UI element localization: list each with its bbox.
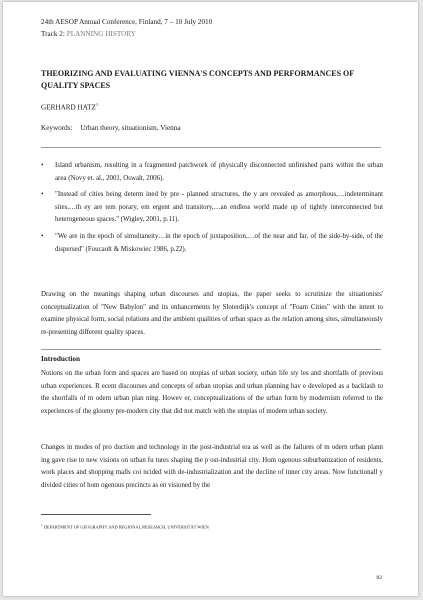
- bullet-icon: •: [41, 162, 44, 169]
- abstract-paragraph: Drawing on the meanings shaping urban discourses and utopias, the paper seeks to scrutinize the situationists' conceptualization of "New Babylon" and its enhancements by Sloterdijk's concept of "Foam Cities" with the intent to examine physical form, social relations and the ambient qualities of urban space as the relation among sites, simultaneously re-presenting different quality spaces.: [41, 291, 383, 336]
- list-item-text: "Instead of cities being determ ined by pre - planned structures, the y are revealed as amorphous,…indeterminant sites,…th ey are tem porary, em ergent and transitory,…an endless world made up of tightly interconnected but heterogeneous spaces." (Wigley, 2001, p.11).: [55, 191, 383, 224]
- bullet-icon: •: [41, 232, 44, 240]
- author-name: GERHARD HATZ: [41, 103, 96, 112]
- footnote: [41, 522, 381, 530]
- paper-title: THEORIZING AND EVALUATING VIENNA'S CONCEPTS AND PERFORMANCES OF QUALITY SPACES: [41, 69, 354, 90]
- body-paragraph: Changes in modes of pro duction and technology in the post-industrial era as well as the failures of m odern urban plann ing gave rise to new visions on urban fu tures shaping the p ost-industrial city. Hom ogenous suburbanization of residents, work places and shopping malls coi ncided with de-industrialization and the decline of inner city areas. Now functionall y divided cities of hom ogenous precincts as en visioned by the: [41, 444, 383, 489]
- bullet-icon: •: [41, 191, 44, 199]
- page-header: [41, 16, 381, 40]
- author-line: [41, 100, 98, 112]
- footnote-mark: 1: [41, 523, 43, 527]
- divider: [41, 147, 381, 148]
- keywords-label: Keywords:: [41, 124, 73, 132]
- divider: [41, 349, 381, 350]
- list-item: [41, 231, 383, 256]
- list-item-text: "We are in the epoch of simultaneity…in the epoch of juxtaposition,…of the near and far, of the side-by-side, of the dispersed" (Foucault & Miskowiec 1986, p.22).: [55, 232, 383, 253]
- page-number: 82: [376, 575, 382, 581]
- list-item: [41, 189, 383, 227]
- track-prefix: Track 2:: [41, 30, 67, 38]
- track-name: PLANNING HISTORY: [66, 30, 136, 38]
- list-item-text: Island urbanism, resulting in a fragmented patchwork of physically disconnected unfinished parts within the urban area (Novy et. al., 2001, Oswalt, 2006).: [55, 162, 383, 182]
- section-heading: Introduction: [41, 355, 81, 363]
- list-item: [41, 160, 383, 185]
- keywords-value: Urban theory, situationism, Vienna: [80, 124, 181, 132]
- bullet-list: [41, 160, 383, 260]
- author-footnote-mark[interactable]: 1: [95, 102, 99, 107]
- footnote-divider: [41, 514, 151, 515]
- document-page: [3, 2, 418, 596]
- footnote-text: DEPARTMENT OF GEOGRAPHY AND REGIONAL RESEARCH, UNIVERSITÄT WIEN: [43, 524, 209, 530]
- conference-line: 24th AESOP Annual Conference, Finland, 7 – 10 July 2010: [41, 18, 213, 26]
- keywords-line: [41, 123, 181, 133]
- track-line: [41, 28, 381, 40]
- body-paragraph: Notions on the urban form and spaces are based on utopias of urban society, urban life sty les and shortfalls of previous urban experiences. R ecent discourses and concepts of urban utopias and urban planning hav e developed as a backlash to the shortfalls of m odern urban plan ning. Howev er, conceptualizations of the urban form by modernism referred to the experiences of the gloomy pre-modern city that did not match with the utopias of modern urban society.: [41, 370, 383, 415]
